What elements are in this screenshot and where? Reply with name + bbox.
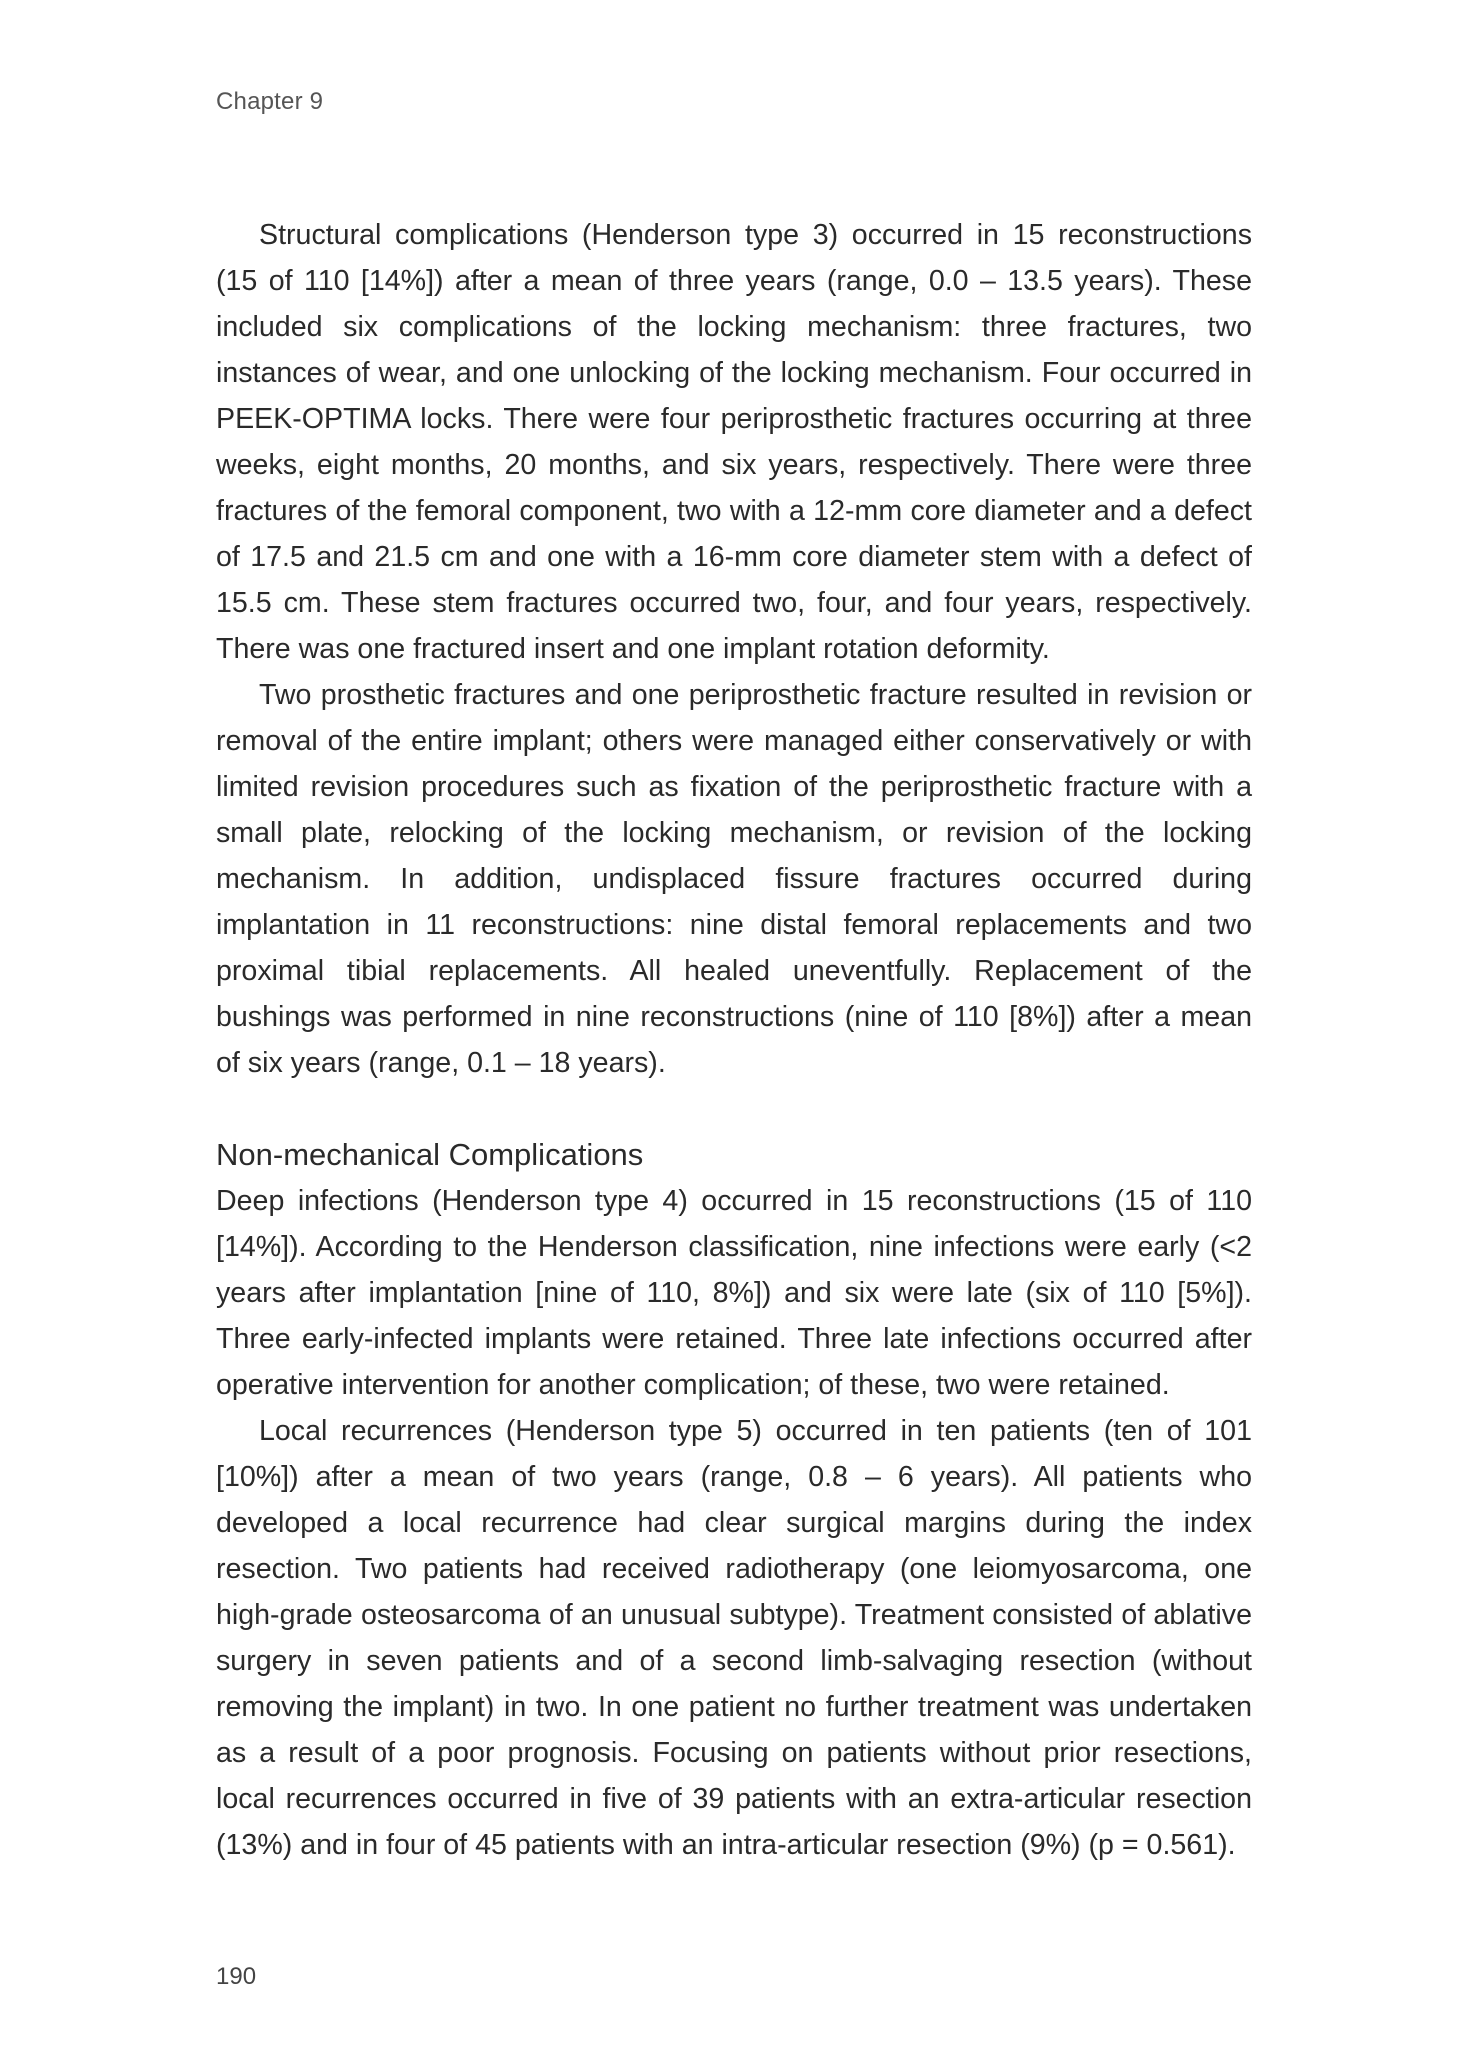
paragraph-structural-complications: Structural complications (Henderson type 3) occurred in 15 reconstructions (15 of 110 [14%]) after a mean of three years (range, 0.0 – 13.5 years). These included six complications of the locking mechanism: three fractures, two instances of wear, and one unlocking of the locking mechanism. Four occurred in PEEK-OPTIMA locks. There were four periprosthetic fractures occurring at three weeks, eight months, 20 months, and six years, respectively. There were three fractures of the femoral component, two with a 12-mm core diameter and a defect of 17.5 and 21.5 cm and one with a 16-mm core diameter stem with a defect of 15.5 cm. These stem fractures occurred two, four, and four years, respectively. There was one fractured insert and one implant rotation deformity. <box>216 219 1252 665</box>
running-head: Chapter 9 <box>216 88 324 115</box>
paragraph-deep-infections: Deep infections (Henderson type 4) occurred in 15 reconstructions (15 of 110 [14%]). According to the Henderson classification, nine infections were early (<2 years after implantation [nine of 110, 8%]) and six were late (six of 110 [5%]). Three early-infected implants were retained. Three late infections occurred after operative intervention for another complication; of these, two were retained. <box>216 1185 1252 1401</box>
body-text <box>216 212 1252 1868</box>
paragraph-local-recurrences: Local recurrences (Henderson type 5) occurred in ten patients (ten of 101 [10%]) after a mean of two years (range, 0.8 – 6 years). All patients who developed a local recurrence had clear surgical margins during the index resection. Two patients had received radiotherapy (one leiomyosarcoma, one high-grade osteosarcoma of an unusual subtype). Treatment consisted of ablative surgery in seven patients and of a second limb-salvaging resection (without removing the implant) in two. In one patient no further treatment was undertaken as a result of a poor prognosis. Focusing on patients without prior resections, local recurrences occurred in five of 39 patients with an extra-articular resection (13%) and in four of 45 patients with an intra-articular resection (9%) (p = 0.561). <box>216 1415 1252 1861</box>
paragraph-prosthetic-fractures: Two prosthetic fractures and one periprosthetic fracture resulted in revision or removal of the entire implant; others were managed either conservatively or with limited revision procedures such as fixation of the periprosthetic fracture with a small plate, relocking of the locking mechanism, or revision of the locking mechanism. In addition, undisplaced fissure fractures occurred during implantation in 11 reconstructions: nine distal femoral replacements and two proximal tibial replacements. All healed uneventfully. Replacement of the bushings was performed in nine reconstructions (nine of 110 [8%]) after a mean of six years (range, 0.1 – 18 years). <box>216 679 1252 1079</box>
section-heading: Non-mechanical Complications <box>216 1137 644 1172</box>
page-number: 190 <box>216 1963 257 1990</box>
